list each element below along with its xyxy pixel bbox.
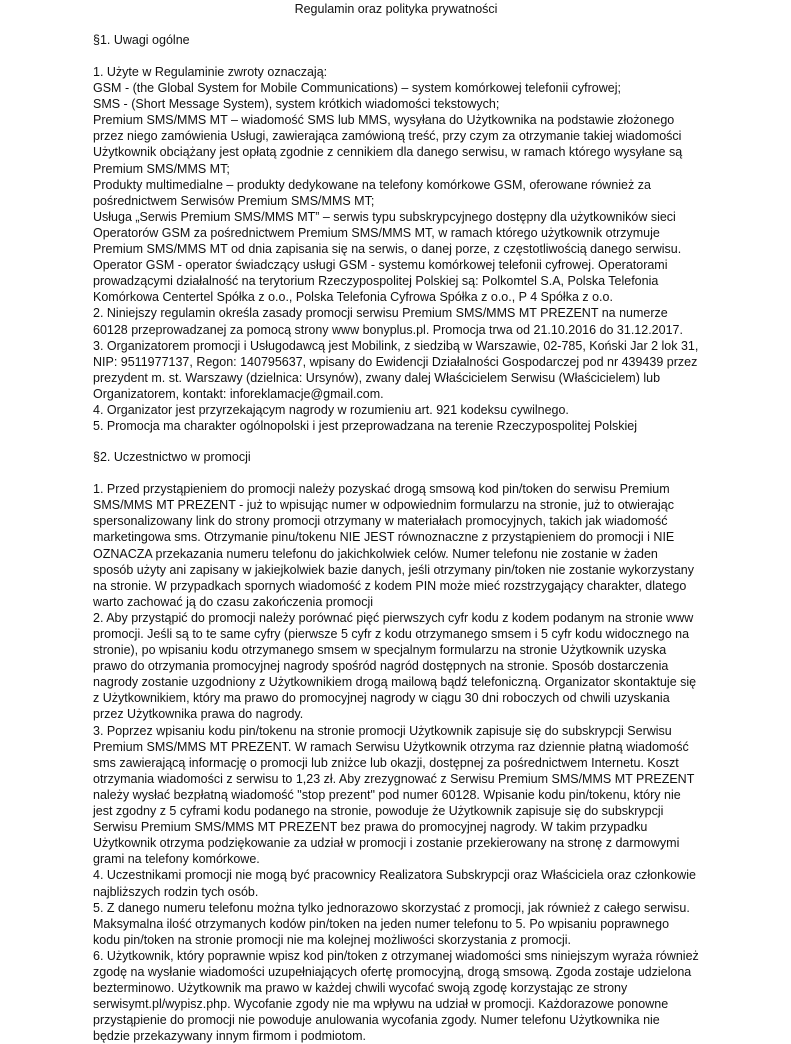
paragraph: SMS - (Short Message System), system krótkich wiadomości tekstowych;: [93, 97, 500, 112]
paragraph: Premium SMS/MMS MT – wiadomość SMS lub MMS, wysyłana do Użytkownika na podstawie złożonego przez niego zamówienia Usługi, zawierająca zamówioną treść, przy czym za otrzymanie takiej wiadomości Użytkownik obciążany jest opłatą zgodnie z cennikiem dla danego serwisu, w ramach którego wysyłane są Premium SMS/MMS MT;: [93, 113, 683, 176]
paragraph: 1. Przed przystąpieniem do promocji należy pozyskać drogą smsową kod pin/token do serwisu Premium SMS/MMS MT PREZENT - już to wpisując numer w odpowiednim formularzu na stronie, już to otwierając spersonalizowany link do strony promocji otrzymany w materiałach promocyjnych, takich jak wiadomość marketingowa sms. Otrzymanie pinu/tokenu NIE JEST równoznaczne z przystąpieniem do promocji i NIE OZNACZA przekazania numeru telefonu do jakichkolwiek celów. Numer telefonu nie zostanie w żaden sposób użyty ani zapisany w jakiejkolwiek bazie danych, jeśli otrzymany pin/token nie zostanie wykorzystany na stronie. W przypadkach spornych wiadomość z kodem PIN może mieć rozstrzygający charakter, dlatego warto zachować ją do czasu zakończenia promocji: [93, 482, 694, 609]
spacer: [93, 465, 699, 481]
paragraph: Produkty multimedialne – produkty dedykowane na telefony komórkowe GSM, oferowane również za pośrednictwem Serwisów Premium SMS/MMS MT;: [93, 177, 651, 208]
paragraph: 3. Organizatorem promocji i Usługodawcą jest Mobilink, z siedzibą w Warszawie, 02-785, Koński Jar 2 lok 31, NIP: 9511977137, Regon: 140795637, wpisany do Ewidencji Działalności Gospodarczej pod nr 439439 przez prezydent m. st. Warszawy (dzielnica: Ursynów), zwany dalej Właścicielem Serwisu (Właścicielem) lub Organizatorem, kontakt: inforeklamacje@gmail.com.: [93, 338, 699, 401]
section-heading: §2. Uczestnictwo w promocji: [93, 450, 251, 465]
paragraph: Operator GSM - operator świadczący usługi GSM - systemu komórkowej telefonii cyfrowej. Operatorami prowadzącymi działalność na terytorium Rzeczypospolitej Polskiej są: Polkomtel S.A, Polska Telefonia Komórkowa Centertel Spółka z o.o., Polska Telefonia Cyfrowa Spółka z o.o., P 4 Spółka z o.o.: [93, 258, 668, 305]
paragraph: 6. Użytkownik, który poprawnie wpisz kod pin/token z otrzymanej wiadomości sms niniejszym wyraża również zgodę na wysłanie wiadomości uzupełniających ofertę promocyjną, drogą smsową. Zgoda zostaje udzielona bezterminowo. Użytkownik ma prawo w każdej chwili wycofać swoją zgodę korzystając ze strony serwisymt.pl/wypisz.php. Wycofanie zgody nie ma wpływu na udział w promocji. Każdorazowe ponowne przystąpienie do promocji nie powoduje anulowania wycofania zgody. Numer telefonu Użytkownika nie będzie przekazywany innym firmom i podmiotom.: [93, 948, 699, 1044]
section-heading: §1. Uwagi ogólne: [93, 33, 190, 47]
paragraph: 2. Niniejszy regulamin określa zasady promocji serwisu Premium SMS/MMS MT PREZENT na numerze 60128 przeprowadzanej za pomocą strony www bonyplus.pl. Promocja trwa od 21.10.2016 do 31.12.2017.: [93, 306, 683, 337]
paragraph: 5. Z danego numeru telefonu można tylko jednorazowo skorzystać z promocji, jak również z całego serwisu. Maksymalna ilość otrzymanych kodów pin/token na jeden numer telefonu to 5. Po wpisaniu poprawnego kodu pin/token na stronie promocji nie ma kolejnej możliwości skorzystania z promocji.: [93, 900, 690, 947]
document-title: Regulamin oraz polityka prywatności: [294, 2, 498, 16]
paragraph: 1. Użyte w Regulaminie zwroty oznaczają:: [93, 65, 328, 79]
paragraph: 5. Promocja ma charakter ogólnopolski i jest przeprowadzana na terenie Rzeczypospolitej Polskiej: [93, 419, 638, 434]
paragraph: 3. Poprzez wpisaniu kodu pin/tokenu na stronie promocji Użytkownik zapisuje się do subskrypcji Serwisu Premium SMS/MMS MT PREZENT. W ramach Serwisu Użytkownik otrzyma raz dziennie płatną wiadomość sms zawierającą informację o promocji lub zniżce lub okazji, dostępnej za pośrednictwem Internetu. Koszt otrzymania wiadomości z serwisu to 1,23 zł. Aby zrezygnować z Serwisu Premium SMS/MMS MT PREZENT należy wysłać bezpłatną wiadomość "stop prezent" pod numer 60128. Wpisanie kodu pin/tokenu, który nie jest zgodny z 5 cyframi kodu podanego na stronie, powoduje że Użytkownik zapisuje się do subskrypcji Serwisu Premium SMS/MMS MT PREZENT bez prawa do promocyjnej nagrody. W takim przypadku Użytkownik otrzyma podziękowanie za udział w promocji i zostanie przekierowany na stronę z darmowymi grami na telefony komórkowe.: [93, 723, 695, 867]
spacer: [93, 48, 699, 64]
paragraph: 2. Aby przystąpić do promocji należy porównać pięć pierwszych cyfr kodu z kodem podanym na stronie www promocji. Jeśli są to te same cyfry (pierwsze 5 cyfr z kodu otrzymanego smsem i 5 cyfr kodu widocznego na stronie), po wpisaniu kodu otrzymanego smsem w specjalnym formularzu na stronie Użytkownik uzyska prawo do otrzymania promocyjnej nagrody spośród nagród dostępnych na stronie. Sposób dostarczenia nagrody zostanie uzgodniony z Użytkownikiem drogą mailową bądź telefoniczną. Organizator skontaktuje się z Użytkownikiem, który ma prawo do promocyjnej nagrody w ciągu 30 dni roboczych od chwili uzyskania przez Użytkownika prawa do nagrody.: [93, 610, 697, 722]
paragraph: 4. Organizator jest przyrzekającym nagrody w rozumieniu art. 921 kodeksu cywilnego.: [93, 402, 569, 417]
paragraph: GSM - (the Global System for Mobile Communications) – system komórkowej telefonii cyfrowej;: [93, 81, 621, 96]
section-1: [93, 32, 699, 434]
paragraph: Usługa „Serwis Premium SMS/MMS MT” – serwis typu subskrypcyjnego dostępny dla użytkowników sieci Operatorów GSM za pośrednictwem Premium SMS/MMS MT, w ramach którego użytkownik otrzymuje Premium SMS/MMS MT od dnia zapisania się na serwis, o danej porze, z częstotliwością danego serwisu.: [93, 209, 682, 257]
section-2: [93, 449, 699, 1044]
paragraph: 4. Uczestnikami promocji nie mogą być pracownicy Realizatora Subskrypcji oraz Właściciela oraz członkowie najbliższych rodzin tych osób.: [93, 868, 697, 899]
